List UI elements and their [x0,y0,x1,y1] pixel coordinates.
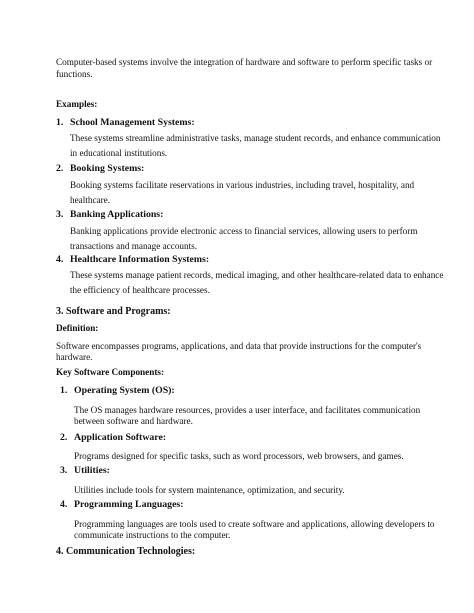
component-4-line-1: Programming languages are tools used to create software and applications, allowing developers to [74,519,435,529]
example-3-title: Banking Applications: [70,209,164,220]
intro-line-1: Computer-based systems involve the integration of hardware and software to perform specific tasks or [56,57,433,67]
section-4-heading: 4. Communication Technologies: [56,546,196,557]
example-2-number: 2. [56,163,64,174]
definition-line-2: hardware. [56,352,93,362]
component-1-line-2: between software and hardware. [74,416,193,426]
intro-line-2: functions. [56,69,93,79]
example-2-line-1: Booking systems facilitate reservations in various industries, including travel, hospitality, and [70,180,415,190]
example-1-line-2: in educational institutions. [70,148,168,158]
example-1-title: School Management Systems: [70,117,195,128]
example-3-line-2: transactions and manage accounts. [70,241,198,251]
component-4-number: 4. [60,499,68,510]
component-3-title: Utilities: [74,465,110,476]
component-3-line-1: Utilities include tools for system maintenance, optimization, and security. [74,485,345,495]
component-1-title: Operating System (OS): [74,385,175,396]
examples-heading: Examples: [56,99,98,109]
component-4-line-2: communicate instructions to the computer. [74,530,231,540]
component-2-number: 2. [60,432,68,443]
component-2-title: Application Software: [74,432,167,443]
section-3-heading: 3. Software and Programs: [56,306,171,317]
component-4-title: Programming Languages: [74,499,184,510]
example-3-line-1: Banking applications provide electronic access to financial services, allowing users to perform [70,226,418,236]
example-2-line-2: healthcare. [70,195,111,205]
component-1-number: 1. [60,385,68,396]
example-4-number: 4. [56,254,64,265]
definition-line-1: Software encompasses programs, applications, and data that provide instructions for the computer's [56,341,422,351]
component-1-line-1: The OS manages hardware resources, provides a user interface, and facilitates communication [74,405,421,415]
example-1-number: 1. [56,117,64,128]
definition-label: Definition: [56,323,99,333]
example-4-title: Healthcare Information Systems: [70,254,210,265]
example-3-number: 3. [56,209,64,220]
example-4-line-1: These systems manage patient records, medical imaging, and other healthcare-related data to enhance [70,270,444,280]
example-4-line-2: the efficiency of healthcare processes. [70,285,210,295]
key-components-label: Key Software Components: [56,367,165,377]
component-3-number: 3. [60,465,68,476]
example-2-title: Booking Systems: [70,163,145,174]
component-2-line-1: Programs designed for specific tasks, such as word processors, web browsers, and games. [74,451,404,461]
example-1-line-1: These systems streamline administrative tasks, manage student records, and enhance communication [70,133,441,143]
